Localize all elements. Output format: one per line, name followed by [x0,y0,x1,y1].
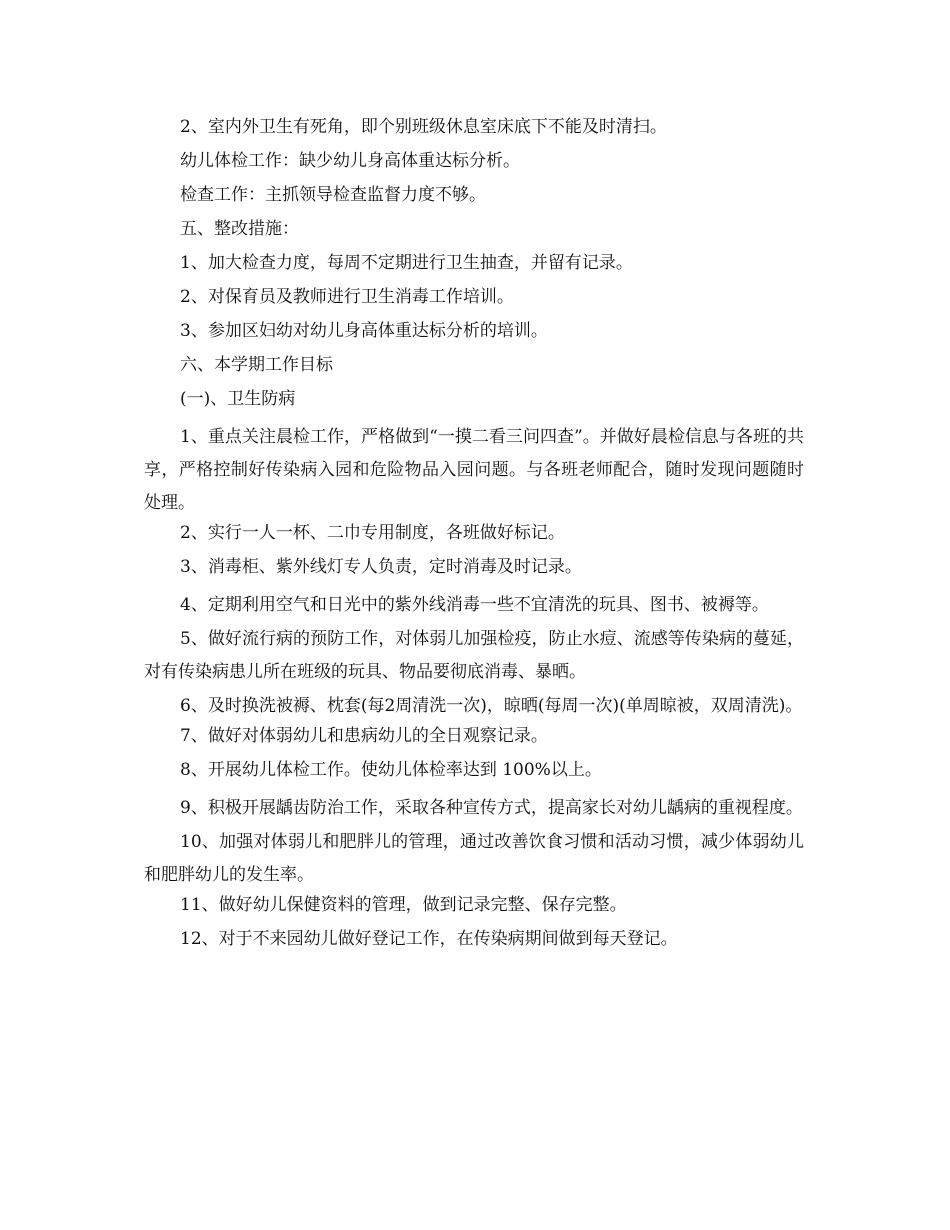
paragraph-12: 3、消毒柜、紫外线灯专人负责，定时消毒及时记录。 [180,557,582,577]
section-heading-5: 五、整改措施： [180,219,299,239]
paragraph-2: 幼儿体检工作：缺少幼儿身高体重达标分析。 [180,151,520,171]
paragraph-11: 2、实行一人一杯、二巾专用制度，各班做好标记。 [180,523,565,543]
paragraph-10: 1、重点关注晨检工作，严格做到“一摸二看三问四查”。并做好晨检信息与各班的共享，严格控制好传染病入园和危险物品入园问题。与各班老师配合，随时发现问题随时处理。 [144,427,804,513]
section-heading-6: 六、本学期工作目标 [180,355,333,375]
paragraph-19: 10、加强对体弱儿和肥胖儿的管理，通过改善饮食习惯和活动习惯，减少体弱幼儿和肥胖幼儿的发生率。 [144,832,804,885]
paragraph-7: 3、参加区妇幼对幼儿身高体重达标分析的培训。 [180,321,548,341]
paragraph-20: 11、做好幼儿保健资料的管理，做到记录完整、保存完整。 [180,895,627,915]
paragraph-3: 检查工作：主抓领导检查监督力度不够。 [180,185,486,205]
paragraph-16: 7、做好对体弱幼儿和患病幼儿的全日观察记录。 [180,726,548,746]
paragraph-17: 8、开展幼儿体检工作。使幼儿体检率达到 100%以上。 [180,760,602,780]
subsection-heading-1: (一)、卫生防病 [180,389,296,409]
document-body [144,115,804,961]
paragraph-14: 5、做好流行病的预防工作，对体弱儿加强检疫，防止水痘、流感等传染病的蔓延，对有传染病患儿所在班级的玩具、物品要彻底消毒、暴晒。 [144,629,804,682]
paragraph-21: 12、对于不来园幼儿做好登记工作，在传染病期间做到每天登记。 [180,929,678,949]
paragraph-1: 2、室内外卫生有死角，即个别班级休息室床底下不能及时清扫。 [180,117,667,137]
paragraph-6: 2、对保育员及教师进行卫生消毒工作培训。 [180,287,514,307]
paragraph-18: 9、积极开展龋齿防治工作，采取各种宣传方式，提高家长对幼儿龋病的重视程度。 [180,798,803,818]
paragraph-5: 1、加大检查力度，每周不定期进行卫生抽查，并留有记录。 [180,253,633,273]
paragraph-15: 6、及时换洗被褥、枕套(每2周清洗一次)，晾晒(每周一次)(单周晾被，双周清洗)。 [180,696,803,716]
paragraph-13: 4、定期利用空气和日光中的紫外线消毒一些不宜清洗的玩具、图书、被褥等。 [180,595,769,615]
